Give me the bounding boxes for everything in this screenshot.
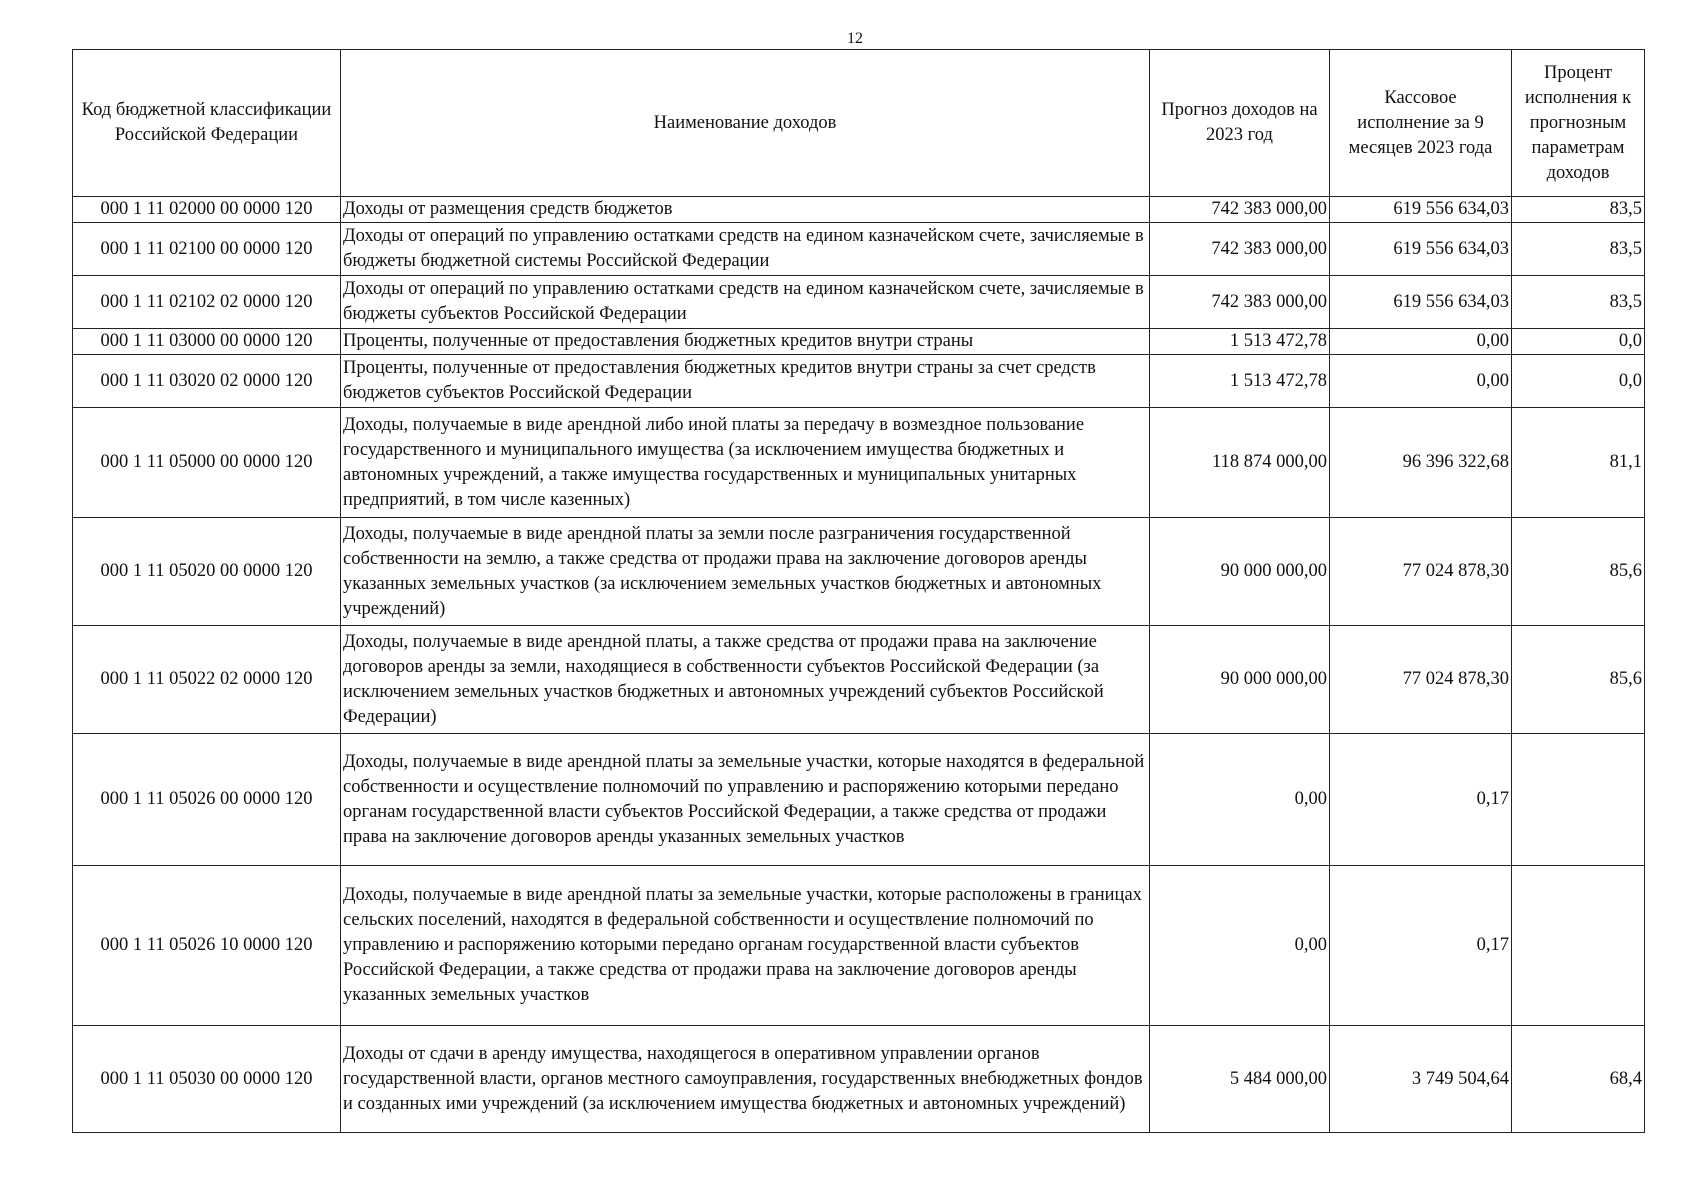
row-code: 000 1 11 03000 00 0000 120 — [73, 329, 341, 355]
header-plan: Прогноз доходов на 2023 год — [1150, 50, 1330, 197]
header-percent: Процент исполнения к прогнозным параметрам доходов — [1512, 50, 1645, 197]
row-code: 000 1 11 05026 10 0000 120 — [73, 866, 341, 1026]
row-plan: 742 383 000,00 — [1150, 276, 1330, 329]
header-name: Наименование доходов — [341, 50, 1150, 197]
row-code: 000 1 11 02000 00 0000 120 — [73, 197, 341, 223]
row-percent: 83,5 — [1512, 276, 1645, 329]
row-cash: 0,17 — [1330, 734, 1512, 866]
table-row — [73, 276, 1645, 329]
table-row — [73, 866, 1645, 1026]
row-name: Доходы от сдачи в аренду имущества, находящегося в оперативном управлении органов государственной власти, органов местного самоуправления, государственных внебюджетных фондов и созданных ими учреждений (за исключением имущества бюджетных и автономных учреждений) — [341, 1026, 1150, 1133]
row-code: 000 1 11 05000 00 0000 120 — [73, 408, 341, 518]
row-percent: 0,0 — [1512, 355, 1645, 408]
row-name: Доходы, получаемые в виде арендной либо иной платы за передачу в возмездное пользование государственного и муниципального имущества (за исключением имущества бюджетных и автономных учреждений, а также имущества государственных и муниципальных унитарных предприятий, в том числе казенных) — [341, 408, 1150, 518]
row-name: Доходы, получаемые в виде арендной платы за земельные участки, которые находятся в федеральной собственности и осуществление полномочий по управлению и распоряжению которыми передано органам государственной власти субъектов Российской Федерации, а также средства от продажи права на заключение договоров аренды указанных земельных участков — [341, 734, 1150, 866]
row-plan: 5 484 000,00 — [1150, 1026, 1330, 1133]
row-name: Доходы от операций по управлению остатками средств на едином казначейском счете, зачисляемые в бюджеты субъектов Российской Федерации — [341, 276, 1150, 329]
row-plan: 0,00 — [1150, 734, 1330, 866]
table-row — [73, 626, 1645, 734]
row-plan: 742 383 000,00 — [1150, 197, 1330, 223]
row-name: Доходы, получаемые в виде арендной платы за земли после разграничения государственной собственности на землю, а также средства от продажи права на заключение договоров аренды указанных земельных участков (за исключением земельных участков бюджетных и автономных учреждений) — [341, 518, 1150, 626]
row-percent: 81,1 — [1512, 408, 1645, 518]
row-name: Проценты, полученные от предоставления бюджетных кредитов внутри страны за счет средств бюджетов субъектов Российской Федерации — [341, 355, 1150, 408]
row-code: 000 1 11 02102 02 0000 120 — [73, 276, 341, 329]
table-row — [73, 518, 1645, 626]
row-cash: 3 749 504,64 — [1330, 1026, 1512, 1133]
row-cash: 77 024 878,30 — [1330, 626, 1512, 734]
row-plan: 90 000 000,00 — [1150, 518, 1330, 626]
page-number: 12 — [847, 30, 863, 47]
row-name: Доходы от размещения средств бюджетов — [341, 197, 1150, 223]
row-cash: 77 024 878,30 — [1330, 518, 1512, 626]
row-name: Проценты, полученные от предоставления бюджетных кредитов внутри страны — [341, 329, 1150, 355]
row-percent — [1512, 866, 1645, 1026]
row-percent: 68,4 — [1512, 1026, 1645, 1133]
row-plan: 0,00 — [1150, 866, 1330, 1026]
row-name: Доходы, получаемые в виде арендной платы, а также средства от продажи права на заключение договоров аренды за земли, находящиеся в собственности субъектов Российской Федерации (за исключением земельных участков бюджетных и автономных учреждений субъектов Российской Федерации) — [341, 626, 1150, 734]
row-percent: 0,0 — [1512, 329, 1645, 355]
header-code: Код бюджетной классификации Российской Федерации — [73, 50, 341, 197]
row-percent: 83,5 — [1512, 197, 1645, 223]
row-cash: 619 556 634,03 — [1330, 223, 1512, 276]
row-cash: 619 556 634,03 — [1330, 276, 1512, 329]
row-cash: 96 396 322,68 — [1330, 408, 1512, 518]
table-header-row — [73, 50, 1645, 197]
table-row — [73, 197, 1645, 223]
row-percent: 85,6 — [1512, 518, 1645, 626]
header-cash: Кассовое исполнение за 9 месяцев 2023 года — [1330, 50, 1512, 197]
row-plan: 118 874 000,00 — [1150, 408, 1330, 518]
row-cash: 0,17 — [1330, 866, 1512, 1026]
row-cash: 0,00 — [1330, 329, 1512, 355]
table-row — [73, 223, 1645, 276]
row-percent — [1512, 734, 1645, 866]
row-plan: 90 000 000,00 — [1150, 626, 1330, 734]
row-cash: 619 556 634,03 — [1330, 197, 1512, 223]
table-row — [73, 355, 1645, 408]
table-row — [73, 1026, 1645, 1133]
row-plan: 1 513 472,78 — [1150, 355, 1330, 408]
row-code: 000 1 11 03020 02 0000 120 — [73, 355, 341, 408]
table-row — [73, 408, 1645, 518]
row-plan: 742 383 000,00 — [1150, 223, 1330, 276]
row-percent: 85,6 — [1512, 626, 1645, 734]
table-row — [73, 734, 1645, 866]
row-percent: 83,5 — [1512, 223, 1645, 276]
revenue-table — [72, 49, 1645, 1133]
table-row — [73, 329, 1645, 355]
row-cash: 0,00 — [1330, 355, 1512, 408]
row-code: 000 1 11 05026 00 0000 120 — [73, 734, 341, 866]
row-name: Доходы, получаемые в виде арендной платы за земельные участки, которые расположены в границах сельских поселений, находятся в федеральной собственности и осуществление полномочий по управлению и распоряжению которыми передано органам государственной власти субъектов Российской Федерации, а также средства от продажи права на заключение договоров аренды указанных земельных участков — [341, 866, 1150, 1026]
row-code: 000 1 11 02100 00 0000 120 — [73, 223, 341, 276]
row-plan: 1 513 472,78 — [1150, 329, 1330, 355]
row-code: 000 1 11 05020 00 0000 120 — [73, 518, 341, 626]
row-code: 000 1 11 05030 00 0000 120 — [73, 1026, 341, 1133]
row-code: 000 1 11 05022 02 0000 120 — [73, 626, 341, 734]
row-name: Доходы от операций по управлению остатками средств на едином казначейском счете, зачисляемые в бюджеты бюджетной системы Российской Федерации — [341, 223, 1150, 276]
